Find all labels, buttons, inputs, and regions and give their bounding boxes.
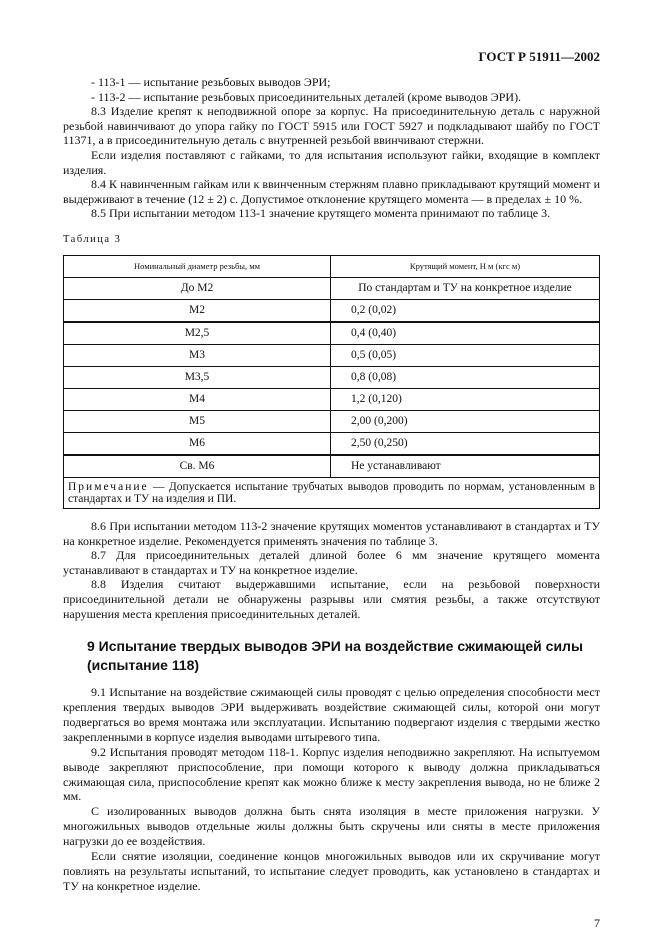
cell-torque: 0,4 (0,40) xyxy=(331,322,600,345)
table-row xyxy=(64,299,600,322)
table-row xyxy=(64,277,600,299)
cell-torque: Не устанавливают xyxy=(331,455,600,478)
paragraph-stripping: Если снятие изоляции, соединение концов многожильных выводов или их скручивание могут повлиять на результаты испытаний, то испытание следует проводить, как установлено в стандартах и ТУ на конкретное изделие. xyxy=(63,849,600,893)
paragraph-9-1: 9.1 Испытание на воздействие сжимающей силы проводят с целью определения способности мест крепления твердых выводов ЭРИ выдерживать воздействие сжимающей силы, которой они могут подвергаться во время монтажа или эксплуатации. Испытанию подвергают изделия с твердыми жестко закрепленными в корпусе изделия выводами штыревого типа. xyxy=(63,685,600,744)
paragraph-8-8: 8.8 Изделия считают выдержавшими испытание, если на резьбовой поверхности присоединительной детали не обнаружены разрывы или смятия резьбы, а также отсутствуют нарушения места крепления присоединительных деталей. xyxy=(63,577,600,621)
document-header: ГОСТ Р 51911—2002 xyxy=(478,49,600,64)
page-number: 7 xyxy=(594,915,600,930)
paragraph-nuts: Если изделия поставляют с гайками, то для испытания используют гайки, входящие в комплект изделия. xyxy=(63,147,600,177)
section-heading xyxy=(87,637,600,675)
section-heading-line-2: (испытание 118) xyxy=(87,657,200,674)
cell-torque: 0,8 (0,08) xyxy=(331,366,600,388)
paragraph-8-4: 8.4 К навинченным гайкам или к ввинченным стержням плавно прикладывают крутящий момент и выдерживают в течение (12 ± 2) с. Допустимое отклонение крутящего момента — в пределах ± 10 %. xyxy=(63,177,600,206)
cell-diameter: До М2 xyxy=(64,277,331,299)
table-caption: Таблица 3 xyxy=(63,233,122,245)
table-row xyxy=(64,432,600,455)
column-header-diameter: Номинальный диаметр резьбы, мм xyxy=(64,255,331,277)
cell-diameter: М3,5 xyxy=(64,366,331,388)
cell-torque: 2,50 (0,250) xyxy=(331,432,600,455)
cell-torque: 0,5 (0,05) xyxy=(331,344,600,366)
middle-text-block xyxy=(63,519,600,621)
cell-diameter: Св. М6 xyxy=(64,455,331,478)
bottom-text-block xyxy=(63,685,600,894)
paragraph-8-3: 8.3 Изделие крепят к неподвижной опоре за корпус. На присоединительную деталь с наружной резьбой навинчивают до упора гайку по ГОСТ 5915 или ГОСТ 5927 и подкладывают шайбу по ГОСТ 11371, а в присоединительную деталь с внутренней резьбой ввинчивают стержни. xyxy=(63,104,600,148)
table-row xyxy=(64,322,600,345)
cell-torque: 0,2 (0,02) xyxy=(331,299,600,322)
cell-diameter: М2,5 xyxy=(64,322,331,345)
paragraph-insulation: С изолированных выводов должна быть снята изоляция в месте приложения нагрузки. У многожильных выводов отдельные жилы должны быть скручены или сняты в месте приложения нагрузки до ее воздействия. xyxy=(63,804,600,849)
list-item-113-1: - 113-1 — испытание резьбовых выводов ЭРИ; xyxy=(91,75,331,89)
paragraph-9-2: 9.2 Испытания проводят методом 118-1. Корпус изделия неподвижно закрепляют. На испытуемом выводе закрепляют приспособление, при помощи которого к выводу должна прикладываться сжимающая сила, приспособление крепят как можно ближе к месту закрепления вывода, но не ближе 2 мм. xyxy=(63,744,600,804)
paragraph-8-7: 8.7 Для присоединительных деталей длиной более 6 мм значение крутящего момента устанавливают в стандартах и ТУ на конкретное изделие. xyxy=(63,548,600,577)
note-label: Примечание xyxy=(68,480,149,493)
list-item-113-2: - 113-2 — испытание резьбовых присоединительных деталей (кроме выводов ЭРИ). xyxy=(91,89,522,104)
cell-diameter: М2 xyxy=(64,299,331,322)
cell-diameter: М4 xyxy=(64,388,331,410)
cell-diameter: М3 xyxy=(64,344,331,366)
table-row xyxy=(64,388,600,410)
top-text-block xyxy=(63,75,600,221)
paragraph-8-5: 8.5 При испытании методом 113-1 значение крутящего момента принимают по таблице 3. xyxy=(91,206,551,221)
cell-diameter: М5 xyxy=(64,410,331,432)
table-row xyxy=(64,455,600,478)
torque-table xyxy=(63,255,600,509)
table-note xyxy=(64,477,600,508)
cell-torque: По стандартам и ТУ на конкретное изделие xyxy=(331,277,600,299)
cell-torque: 1,2 (0,120) xyxy=(331,388,600,410)
cell-diameter: М6 xyxy=(64,432,331,455)
section-heading-line-1: 9 Испытание твердых выводов ЭРИ на воздействие сжимающей силы xyxy=(87,638,583,655)
note-text: — Допускается испытание трубчатых выводов проводить по нормам, установленным в стандартах и ТУ на изделия и ПИ. xyxy=(68,480,595,505)
table-row xyxy=(64,366,600,388)
table-note-row xyxy=(64,477,600,508)
table-row xyxy=(64,410,600,432)
column-header-torque: Крутящий момент, Н м (кгс м) xyxy=(331,255,600,277)
table-row xyxy=(64,344,600,366)
table-header-row xyxy=(64,255,600,277)
paragraph-8-6: 8.6 При испытании методом 113-2 значение крутящих моментов устанавливают в стандартах и ТУ на конкретное изделие. Рекомендуется применять значения по таблице 3. xyxy=(63,518,600,548)
cell-torque: 2,00 (0,200) xyxy=(331,410,600,432)
